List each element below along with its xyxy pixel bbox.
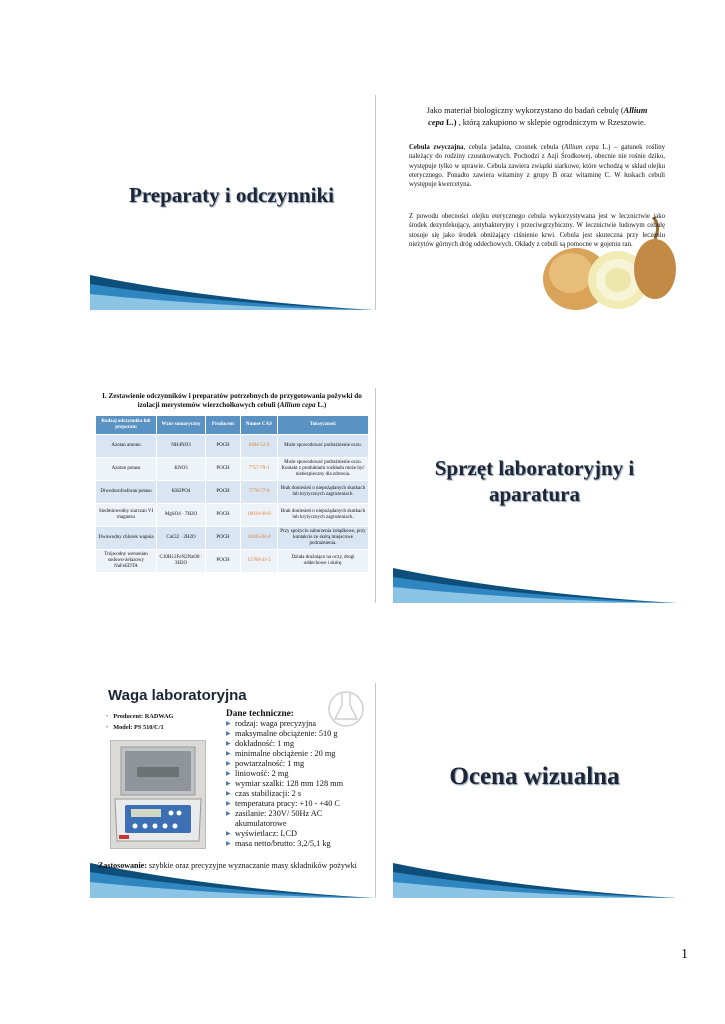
triangle-bullet-icon: ▶ bbox=[226, 741, 231, 747]
table-cell: Działa drażniąco na oczy, drogi oddechowe i skórę. bbox=[278, 550, 369, 573]
table-cell: Przy spożyciu zaburzenia żołądkowe, przy kontakcie ze skórą miejscowe podrażnienia. bbox=[278, 527, 369, 550]
table-cell-cas: 6484-52-2 bbox=[241, 435, 278, 458]
spec-item: ▶ liniowość: 2 mg bbox=[226, 769, 289, 778]
table-cell: POCH bbox=[206, 435, 241, 458]
slide-4 bbox=[393, 388, 676, 603]
triangle-bullet-icon: ▶ bbox=[226, 831, 231, 837]
table-cell: POCH bbox=[206, 550, 241, 573]
producer-label: Producent: RADWAG bbox=[113, 713, 174, 720]
slide-1 bbox=[90, 95, 373, 310]
producer-info: • Producent: RADWAG • Model: PS 510/C/1 bbox=[106, 713, 174, 731]
slide-title: Preparaty i odczynniki bbox=[129, 183, 334, 207]
spec-item: ▶ zasilanie: 230V/ 50Hz AC bbox=[226, 809, 323, 818]
spec-item-continuation: akumulatorowe bbox=[235, 819, 287, 828]
divider-line bbox=[375, 388, 376, 603]
column-header: Wzór sumaryczny bbox=[157, 416, 206, 435]
table-cell: MgSO4 · 7H2O bbox=[157, 504, 206, 527]
slide-6 bbox=[393, 683, 676, 898]
spec-item: ▶ minimalne obciążenie : 20 mg bbox=[226, 749, 336, 758]
table-row bbox=[96, 527, 369, 550]
model-label: Model: PS 510/C/1 bbox=[113, 724, 164, 731]
spec-item: ▶ temperatura pracy: +10 - +40 C bbox=[226, 799, 340, 808]
spec-item: ▶ powtarzalność: 1 mg bbox=[226, 759, 305, 768]
intro-text: Jako materiał biologiczny wykorzystano do badań cebulę (Allium cepa L.) , którą zakupiono w sklepie ogrodniczym w Rzeszowie. bbox=[426, 106, 648, 127]
spec-item: ▶ maksymalne obciążenie: 510 g bbox=[226, 729, 338, 738]
divider-line bbox=[375, 95, 376, 310]
table-cell-cas: 10034-99-8 bbox=[241, 504, 278, 527]
triangle-bullet-icon: ▶ bbox=[226, 781, 231, 787]
triangle-bullet-icon: ▶ bbox=[226, 801, 231, 807]
table-cell: CaCl2 · 2H2O bbox=[157, 527, 206, 550]
table-cell: NH4NO3 bbox=[157, 435, 206, 458]
column-header: Toksyczność bbox=[278, 416, 369, 435]
table-row bbox=[96, 481, 369, 504]
reagents-table bbox=[95, 415, 369, 573]
paragraph-cebula: Cebula zwyczajna, cebula jadalna, czosnek cebula (Allium cepa L.) – gatunek rośliny należący do rodziny czosnkowatych. Pochodzi z Azji Środkowej, obecnie nie rośnie dziko, występuje tylko w uprawie. Cebula zawiera związki siarkowe, które wchodzą w skład olejku eterycznego. Ponadto zawiera witaminy z grupy B oraz witaminę C. W łuskach cebuli występuje kwercetyna. bbox=[409, 144, 665, 189]
column-header: Rodzaj odczynnika lub preparatu bbox=[96, 416, 157, 435]
slide-title: Ocena wizualna bbox=[449, 763, 620, 790]
slide-2 bbox=[393, 95, 676, 310]
spec-item: ▶ rodzaj: waga precyzyjna bbox=[226, 719, 317, 728]
table-cell-cas: 10035-04-8 bbox=[241, 527, 278, 550]
table-cell: Azotan amonu bbox=[96, 435, 157, 458]
swoosh-decoration bbox=[90, 270, 373, 310]
spec-item: ▶ dokładność: 1 mg bbox=[226, 739, 294, 748]
triangle-bullet-icon: ▶ bbox=[226, 771, 231, 777]
table-cell-cas: 15708-41-5 bbox=[241, 550, 278, 573]
table-cell: POCH bbox=[206, 504, 241, 527]
specs-heading: Dane techniczne: bbox=[226, 709, 294, 719]
balance-photo bbox=[110, 740, 206, 849]
table-cell: POCH bbox=[206, 527, 241, 550]
table-cell: Może spowodować podrażnienie oczu. bbox=[278, 435, 369, 458]
table-cell: Brak doniesień o niepożądanych skutkach lub krytycznych zagrożeniach. bbox=[278, 481, 369, 504]
slide-3 bbox=[90, 388, 373, 603]
table-row bbox=[96, 435, 369, 458]
table-cell: KH2PO4 bbox=[157, 481, 206, 504]
table-row bbox=[96, 458, 369, 481]
table-title: I. Zestawienie odczynników i preparatów potrzebnych do przygotowania pożywki do izolacji merystemów wierzchołkowych cebuli (Allium cepa L.) bbox=[102, 392, 362, 409]
spec-item: ▶ wyświetlacz: LCD bbox=[226, 829, 297, 838]
table-header-row bbox=[96, 416, 369, 435]
divider-line bbox=[375, 683, 376, 898]
slide-title: Waga laboratoryjna bbox=[108, 687, 247, 704]
column-header: Numer CAS bbox=[241, 416, 278, 435]
triangle-bullet-icon: ▶ bbox=[226, 761, 231, 767]
table-cell: Azotan potasu bbox=[96, 458, 157, 481]
table-cell: Siedmiowodny siarczan VI magnezu bbox=[96, 504, 157, 527]
table-cell-cas: 7757-79-1 bbox=[241, 458, 278, 481]
table-cell: Brak doniesień o niepożądanych skutkach lub krytycznych zagrożeniach. bbox=[278, 504, 369, 527]
table-cell: C10H12FeN2NaO8 · 3H2O bbox=[157, 550, 206, 573]
table-cell: POCH bbox=[206, 458, 241, 481]
page-number: 1 bbox=[681, 947, 688, 962]
table-cell-cas: 7778-77-0 bbox=[241, 481, 278, 504]
table-cell: Może spowodować podrażnienie oczu. Kontakt z produktami rozkładu może być niebezpieczny dla zdrowia. bbox=[278, 458, 369, 481]
swoosh-decoration bbox=[393, 858, 676, 898]
specs-list bbox=[226, 719, 343, 849]
table-cell: Trójwodny wersenian sodowo-żelazowy NaFeEDTA bbox=[96, 550, 157, 573]
swoosh-decoration bbox=[393, 563, 676, 603]
slide-title-line-1: Sprzęt laboratoryjny i bbox=[434, 456, 635, 480]
triangle-bullet-icon: ▶ bbox=[226, 751, 231, 757]
table-cell: Diwodorofosforan potasu bbox=[96, 481, 157, 504]
spec-item: ▶ czas stabilizacji: 2 s bbox=[226, 789, 302, 798]
triangle-bullet-icon: ▶ bbox=[226, 811, 231, 817]
triangle-bullet-icon: ▶ bbox=[226, 721, 231, 727]
table-row bbox=[96, 504, 369, 527]
paragraph-lecznictwo: Z powodu obecności olejku eterycznego cebula wykorzystywana jest w lecznictwie jako środek dezynfekujący, antybakteryjny i przeciwgrzybiczny. W lecznictwie ludowym cebulę stosuje się jako środek obniżający ciśnienie krwi. Cebula jest skuteczna przy leczeniu nieżytów górnych dróg oddechowych. Okłady z cebuli są pomocne w gojeniu ran. bbox=[409, 213, 665, 248]
spec-item: ▶ wymiar szalki: 128 mm 128 mm bbox=[226, 779, 344, 788]
slide-title-line-2: aparatura bbox=[489, 482, 580, 506]
spec-item: ▶ masa netto/brutto: 3,2/5,1 kg bbox=[226, 839, 331, 848]
table-cell: KNO3 bbox=[157, 458, 206, 481]
column-header: Producent bbox=[206, 416, 241, 435]
table-row bbox=[96, 550, 369, 573]
application-text: Zastosowanie: szybkie oraz precyzyjne wyznaczanie masy składników pożywki bbox=[98, 861, 357, 870]
triangle-bullet-icon: ▶ bbox=[226, 791, 231, 797]
table-cell: Dwuwodny chlorek wapnia bbox=[96, 527, 157, 550]
slide-5 bbox=[90, 683, 373, 898]
triangle-bullet-icon: ▶ bbox=[226, 731, 231, 737]
table-cell: POCH bbox=[206, 481, 241, 504]
triangle-bullet-icon: ▶ bbox=[226, 841, 231, 847]
